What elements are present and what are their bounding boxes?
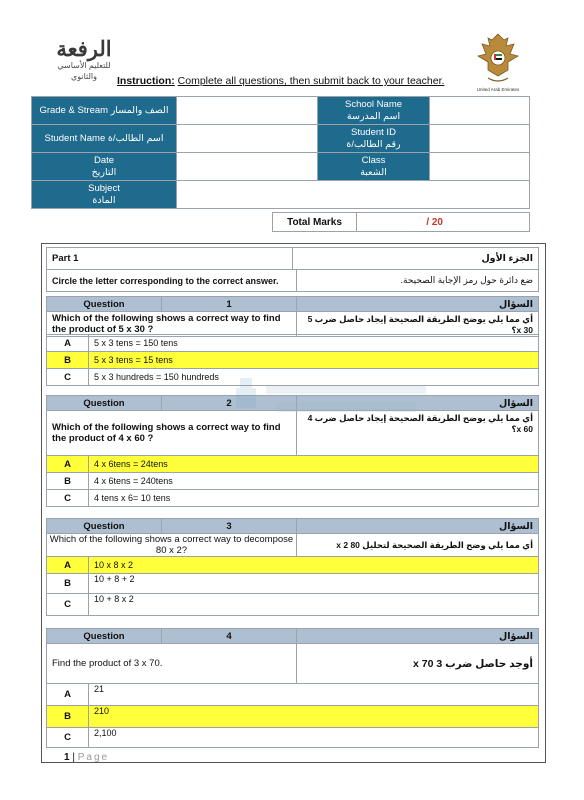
class-field[interactable]	[430, 153, 530, 181]
question-label: Question	[47, 297, 162, 312]
student-name-label: Student Name اسم الطالب/ة	[32, 125, 177, 153]
option-text: 4 tens x 6= 10 tens	[89, 490, 539, 507]
option-row[interactable]	[46, 683, 539, 706]
total-marks-table	[272, 212, 530, 232]
question-label: Question	[47, 396, 162, 411]
option-text: 10 + 8 + 2	[89, 574, 539, 594]
option-letter[interactable]: A	[47, 456, 89, 473]
option-text: 4 x 6tens = 24tens	[89, 456, 539, 473]
option-letter[interactable]: C	[47, 728, 89, 748]
option-text: 10 + 8 x 2	[89, 594, 539, 616]
option-letter[interactable]: B	[47, 352, 89, 369]
question-label-ar: السؤال	[297, 519, 539, 534]
option-letter[interactable]: A	[47, 684, 89, 706]
question-3-text-row	[46, 533, 539, 557]
school-name-field[interactable]	[430, 97, 530, 125]
option-row[interactable]	[46, 472, 539, 490]
subject-field[interactable]	[177, 181, 530, 209]
school-logo	[44, 38, 124, 82]
date-label: Date التاريخ	[32, 153, 177, 181]
total-marks-label: Total Marks	[273, 213, 357, 232]
part-title-row	[46, 247, 539, 270]
option-text: 21	[89, 684, 539, 706]
part-instruction-row	[46, 269, 539, 292]
option-text: 4 x 6tens = 240tens	[89, 473, 539, 490]
question-text-en: Which of the following shows a correct way to find the product of 5 x 30 ?	[47, 312, 297, 337]
question-4-text-row	[46, 643, 539, 684]
question-1-header	[46, 296, 539, 312]
option-letter[interactable]: A	[47, 557, 89, 574]
option-text: 5 x 3 hundreds = 150 hundreds	[89, 369, 539, 386]
option-row[interactable]	[46, 489, 539, 507]
watermark-logo-icon	[236, 368, 436, 438]
option-text: 210	[89, 706, 539, 728]
instruction-label: Instruction:	[117, 75, 175, 87]
logo-subtitle: للتعليم الأساسي والثانوي	[57, 61, 111, 81]
option-text: 2,100	[89, 728, 539, 748]
uae-emblem-icon	[474, 30, 522, 88]
question-number: 1	[162, 297, 297, 312]
option-letter[interactable]: A	[47, 335, 89, 352]
part-title-en: Part 1	[47, 248, 293, 270]
option-row[interactable]	[46, 573, 539, 594]
question-text-ar: أي مما يلي وضح الطريقة الصحيحة لتحليل 80 x 2	[297, 534, 539, 557]
question-number: 4	[162, 629, 297, 644]
option-letter[interactable]: B	[47, 706, 89, 728]
school-name-label: School Name اسم المدرسة	[318, 97, 430, 125]
grade-stream-label: Grade & Stream الصف والمسار	[32, 97, 177, 125]
option-letter[interactable]: C	[47, 490, 89, 507]
option-text: 5 x 3 tens = 150 tens	[89, 335, 539, 352]
question-number: 2	[162, 396, 297, 411]
student-id-field[interactable]	[430, 125, 530, 153]
part-instruction-en: Circle the letter corresponding to the correct answer.	[47, 270, 297, 292]
option-row-highlighted[interactable]	[46, 351, 539, 369]
question-3-header	[46, 518, 539, 534]
option-letter[interactable]: B	[47, 574, 89, 594]
part-title-ar: الجزء الأول	[293, 248, 539, 270]
logo-title: الرفعة	[56, 36, 112, 61]
question-text-en: Which of the following shows a correct way to find the product of 4 x 60 ?	[47, 411, 297, 456]
question-label: Question	[47, 519, 162, 534]
question-label-ar: السؤال	[297, 629, 539, 644]
question-text-ar: أي مما يلي يوضح الطريقة الصحيحة إيجاد حاصل ضرب 4 x 60؟	[297, 411, 539, 456]
option-text: 5 x 3 tens = 15 tens	[89, 352, 539, 369]
question-label-ar: السؤال	[297, 396, 539, 411]
option-row-highlighted[interactable]	[46, 556, 539, 574]
question-label: Question	[47, 629, 162, 644]
option-row-highlighted[interactable]	[46, 705, 539, 728]
page-footer	[64, 752, 109, 763]
student-name-field[interactable]	[177, 125, 318, 153]
question-text-en: Find the product of 3 x 70.	[47, 644, 297, 684]
option-row-highlighted[interactable]	[46, 455, 539, 473]
page-word: Page	[77, 752, 110, 763]
student-id-label: Student ID رقم الطالب/ة	[318, 125, 430, 153]
option-row[interactable]	[46, 727, 539, 748]
question-text-en: Which of the following shows a correct way to decompose 80 x 2?	[47, 534, 297, 557]
option-row[interactable]	[46, 593, 539, 616]
date-field[interactable]	[177, 153, 318, 181]
instruction-line	[117, 75, 444, 87]
student-info-table	[31, 96, 530, 209]
part-instruction-ar: ضع دائرة حول رمز الإجابة الصحيحة.	[297, 270, 539, 292]
question-label-ar: السؤال	[297, 297, 539, 312]
instruction-text: Complete all questions, then submit back to your teacher.	[177, 75, 445, 87]
page-number: 1	[64, 752, 70, 763]
question-number: 3	[162, 519, 297, 534]
grade-stream-field[interactable]	[177, 97, 318, 125]
footer-separator: |	[72, 752, 75, 763]
option-row[interactable]	[46, 334, 539, 352]
option-letter[interactable]: C	[47, 369, 89, 386]
option-letter[interactable]: C	[47, 594, 89, 616]
total-marks-value[interactable]: / 20	[357, 213, 530, 232]
subject-label: Subject المادة	[32, 181, 177, 209]
emblem-caption: United Arab Emirates	[476, 87, 520, 92]
option-letter[interactable]: B	[47, 473, 89, 490]
option-text: 10 x 8 x 2	[89, 557, 539, 574]
class-label: Class الشعبة	[318, 153, 430, 181]
question-text-ar: أوجد حاصل ضرب 3 x 70	[297, 644, 539, 684]
question-4-header	[46, 628, 539, 644]
question-text-ar: أي مما يلي يوضح الطريقة الصحيحة إيجاد حاصل ضرب 5 x 30؟	[297, 312, 539, 337]
